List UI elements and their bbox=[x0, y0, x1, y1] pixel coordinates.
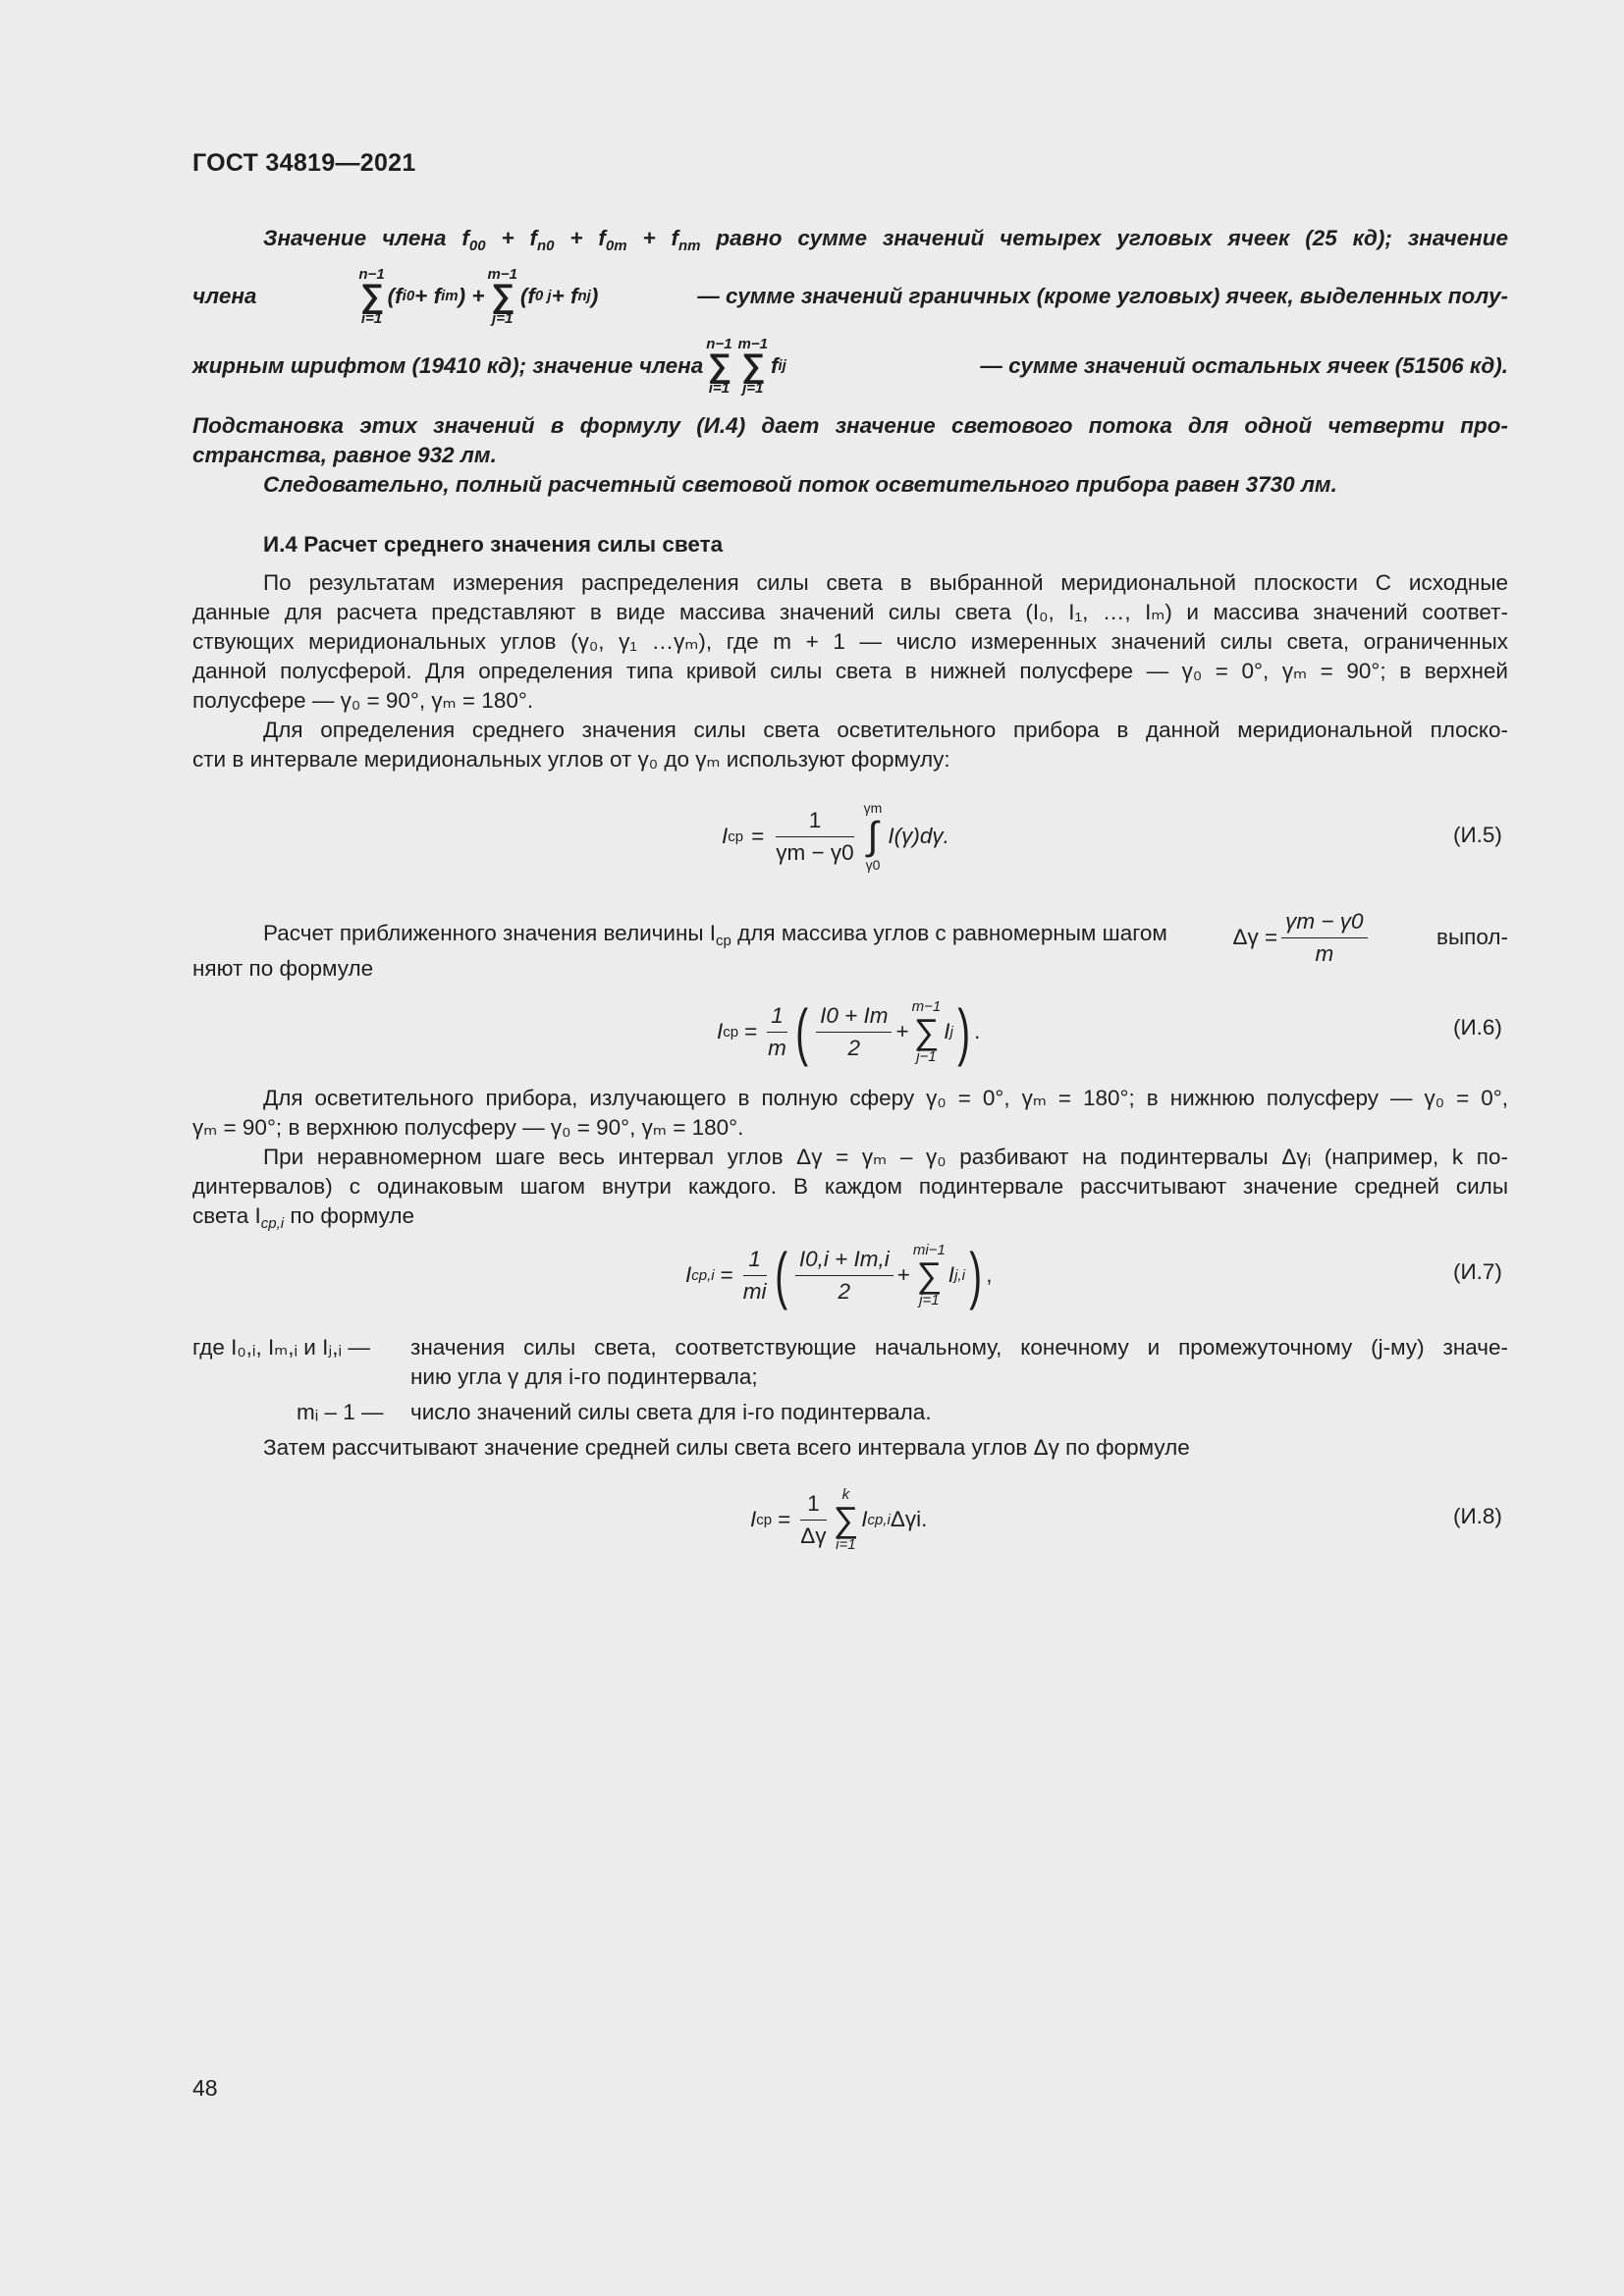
text: + f bbox=[551, 284, 578, 308]
integral-glyph: ∫ bbox=[867, 815, 879, 858]
fraction bbox=[767, 1000, 787, 1064]
text: 0m bbox=[605, 238, 627, 254]
bold-para-line-1 bbox=[263, 224, 1508, 261]
sum-symbol bbox=[834, 1487, 859, 1552]
denominator: m bbox=[768, 1035, 786, 1060]
numerator: I0,i + Im,i bbox=[795, 1244, 893, 1276]
para-line: динтервалов) с одинаковым шагом внутри каждого. В каждом подинтервале рассчитывают значение средней силы bbox=[192, 1174, 1508, 1199]
text: члена bbox=[192, 284, 257, 308]
text: ср,i bbox=[867, 1511, 891, 1528]
section-title: И.4 Расчет среднего значения силы света bbox=[263, 532, 724, 557]
sigma: ∑ bbox=[740, 347, 765, 385]
para-line: данные для расчета представляют в виде массива значений силы света (I₀, I₁, …, Iₘ) и массива значений соответ- bbox=[192, 600, 1508, 624]
sum-upper: m−1 bbox=[487, 266, 517, 283]
bold-para-line-3 bbox=[192, 327, 1508, 405]
text: im bbox=[441, 288, 459, 304]
text: жирным шрифтом (19410 кд); значение члена bbox=[192, 353, 704, 378]
numerator: 1 bbox=[743, 1244, 767, 1276]
sum-symbol bbox=[738, 337, 768, 396]
text: = bbox=[720, 1262, 733, 1287]
fraction bbox=[800, 1488, 826, 1552]
para-line: При неравномерном шаге весь интервал углов Δγ = γₘ – γ₀ разбивают на подинтервалы Δγᵢ (например, k по- bbox=[263, 1145, 1508, 1169]
text: + bbox=[896, 1262, 910, 1287]
text: ср bbox=[756, 1511, 773, 1528]
numerator: 1 bbox=[776, 805, 853, 837]
where-text: значения силы света, соответствующие начальному, конечному и промежуточному (j-му) значе- bbox=[410, 1335, 1508, 1360]
sum-symbol bbox=[487, 267, 516, 326]
text: ) bbox=[590, 284, 599, 308]
text: + f bbox=[414, 284, 442, 308]
sum-upper: n−1 bbox=[706, 336, 732, 352]
equation-number: (И.6) bbox=[1453, 1015, 1502, 1040]
text: ij bbox=[778, 357, 786, 374]
page-number: 48 bbox=[192, 2075, 218, 2101]
para-line: полусфере — γ₀ = 90°, γₘ = 180°. bbox=[192, 688, 534, 713]
sum-upper: mi−1 bbox=[912, 1242, 946, 1258]
text: = bbox=[751, 824, 765, 848]
denominator: mi bbox=[742, 1278, 767, 1304]
text: выпол- bbox=[1436, 925, 1508, 949]
para-line: Для определения среднего значения силы света осветительного прибора в данной меридиональной плоско- bbox=[263, 718, 1508, 742]
where-label: где I₀,ᵢ, Iₘ,ᵢ и Iⱼ,ᵢ — bbox=[192, 1335, 370, 1360]
text: I bbox=[750, 1507, 757, 1531]
text: ср bbox=[716, 933, 731, 949]
integral-symbol bbox=[864, 800, 883, 873]
text: = bbox=[778, 1507, 791, 1531]
para-line: ствующих меридиональных углов (γ₀, γ₁ …γₘ), где m + 1 — число измеренных значений силы света, ограниченных bbox=[192, 629, 1508, 654]
formula-i7 bbox=[685, 1229, 992, 1321]
text: (f bbox=[519, 284, 535, 308]
text: (f bbox=[387, 284, 403, 308]
equation-number: (И.8) bbox=[1453, 1504, 1502, 1528]
where-label: mᵢ – 1 — bbox=[297, 1400, 384, 1424]
fraction bbox=[795, 1244, 893, 1308]
fraction bbox=[816, 1000, 892, 1064]
denominator: Δγ bbox=[800, 1522, 827, 1548]
sigma: ∑ bbox=[913, 1011, 940, 1051]
sum-lower: i=1 bbox=[836, 1536, 856, 1553]
text: I(γ)dγ. bbox=[888, 824, 949, 848]
text: . bbox=[974, 1019, 981, 1043]
text: = bbox=[744, 1019, 758, 1043]
text: I bbox=[947, 1262, 955, 1287]
text: 00 bbox=[468, 238, 486, 254]
sum-lower: i=1 bbox=[360, 310, 383, 327]
text: — сумме значений остальных ячеек (51506 кд). bbox=[980, 353, 1508, 378]
sum-upper: k bbox=[841, 1486, 850, 1503]
sum-upper: m−1 bbox=[737, 336, 768, 352]
text: света I bbox=[192, 1203, 261, 1228]
left-paren: ( bbox=[774, 1240, 787, 1310]
sum-symbol bbox=[706, 337, 731, 396]
formula-i8 bbox=[750, 1478, 927, 1561]
text: + bbox=[895, 1019, 909, 1043]
right-paren: ) bbox=[957, 996, 970, 1067]
sum-symbol bbox=[358, 267, 384, 326]
left-paren: ( bbox=[795, 996, 808, 1067]
text bbox=[192, 919, 1167, 956]
sigma: ∑ bbox=[490, 278, 514, 315]
document-header: ГОСТ 34819—2021 bbox=[192, 149, 416, 177]
text: ср bbox=[723, 1023, 739, 1041]
where-text: число значений силы света для i-го подинтервала. bbox=[410, 1400, 932, 1424]
para-line: По результатам измерения распределения силы света в выбранной меридиональной плоскости C исходные bbox=[263, 570, 1508, 595]
text: Δγi. bbox=[890, 1507, 928, 1531]
text: Δγ = bbox=[1232, 925, 1278, 949]
sum-upper: m−1 bbox=[911, 998, 942, 1015]
text: ) + bbox=[458, 284, 485, 308]
para-line: γₘ = 90°; в верхнюю полусферу — γ₀ = 90°, γₘ = 180°. bbox=[192, 1115, 744, 1140]
bold-para-line-6: Следовательно, полный расчетный световой поток осветительного прибора равен 3730 лм. bbox=[263, 472, 1337, 497]
sum-symbol bbox=[913, 1243, 946, 1308]
para-line: няют по формуле bbox=[192, 956, 374, 981]
text: — сумме значений граничных (кроме угловых) ячеек, выделенных полу- bbox=[697, 284, 1508, 308]
text: , bbox=[986, 1262, 993, 1287]
text: + f bbox=[554, 226, 606, 250]
equation-number: (И.5) bbox=[1453, 823, 1502, 847]
text: j,i bbox=[954, 1266, 965, 1284]
text: по формуле bbox=[284, 1203, 414, 1228]
sum-expression bbox=[355, 267, 598, 326]
numerator: γm − γ0 bbox=[1281, 906, 1367, 938]
text: ср,i bbox=[691, 1266, 715, 1284]
bold-para-line-5: странства, равное 932 лм. bbox=[192, 443, 497, 467]
sum-lower: j=1 bbox=[742, 380, 764, 397]
sigma: ∑ bbox=[833, 1499, 859, 1539]
denominator: 2 bbox=[847, 1035, 861, 1060]
text: i0 bbox=[402, 288, 415, 304]
text: 0 j bbox=[534, 288, 552, 304]
text: ср,i bbox=[260, 1215, 285, 1232]
text: nj bbox=[577, 288, 591, 304]
denominator: 2 bbox=[838, 1278, 851, 1304]
para-line: данной полусферой. Для определения типа кривой силы света в нижней полусфере — γ₀ = 0°, γₘ = 90°; в верхней bbox=[192, 659, 1508, 683]
sum-lower: j=1 bbox=[492, 310, 514, 327]
text: I bbox=[717, 1019, 724, 1043]
integral-lower: γ0 bbox=[865, 857, 881, 873]
text: ср bbox=[728, 828, 744, 845]
text: равно сумме значений четырех угловых ячеек (25 кд); значение bbox=[700, 226, 1509, 250]
text: Значение члена f bbox=[263, 226, 469, 250]
sum-symbol bbox=[912, 999, 942, 1064]
numerator: 1 bbox=[767, 1000, 787, 1033]
where-text: нию угла γ для i-го подинтервала; bbox=[410, 1364, 758, 1389]
fraction bbox=[776, 805, 853, 869]
text: f bbox=[770, 353, 779, 378]
integral-upper: γm bbox=[863, 800, 883, 816]
text: I bbox=[861, 1507, 868, 1531]
numerator: 1 bbox=[800, 1488, 826, 1521]
text: + f bbox=[626, 226, 678, 250]
sigma: ∑ bbox=[916, 1255, 943, 1295]
formula-i5 bbox=[722, 793, 949, 880]
para-line: Затем рассчитывают значение средней силы света всего интервала углов Δγ по формуле bbox=[263, 1435, 1190, 1460]
sum-lower: j−1 bbox=[916, 1048, 937, 1065]
text: I bbox=[722, 824, 729, 848]
equation-number: (И.7) bbox=[1453, 1259, 1502, 1284]
formula-i6 bbox=[717, 988, 980, 1076]
text: для массива углов с равномерным шагом bbox=[731, 921, 1167, 945]
sigma: ∑ bbox=[359, 278, 384, 315]
text: n0 bbox=[536, 238, 555, 254]
text: + f bbox=[485, 226, 537, 250]
denominator: m bbox=[1315, 940, 1334, 966]
text: Расчет приближенного значения величины I bbox=[263, 921, 717, 945]
sum-lower: j=1 bbox=[919, 1292, 940, 1308]
text: j bbox=[949, 1023, 953, 1041]
double-sum-expression bbox=[703, 337, 786, 396]
text: I bbox=[685, 1262, 692, 1287]
numerator: I0 + Im bbox=[816, 1000, 892, 1033]
sigma: ∑ bbox=[707, 347, 731, 385]
text: I bbox=[944, 1019, 950, 1043]
fraction bbox=[743, 1244, 767, 1308]
denominator: γm − γ0 bbox=[776, 839, 854, 865]
right-paren: ) bbox=[969, 1240, 982, 1310]
text: nm bbox=[677, 238, 701, 254]
bold-para-line-4: Подстановка этих значений в формулу (И.4) дает значение светового потока для одной четверти про- bbox=[192, 413, 1508, 438]
sum-lower: i=1 bbox=[708, 380, 731, 397]
para-line: сти в интервале меридиональных углов от γ₀ до γₘ используют формулу: bbox=[192, 747, 950, 772]
para-line: Для осветительного прибора, излучающего в полную сферу γ₀ = 0°, γₘ = 180°; в нижнюю полусферу — γ₀ = 0°, bbox=[263, 1086, 1508, 1110]
bold-para-line-2 bbox=[192, 257, 1508, 336]
sum-upper: n−1 bbox=[358, 266, 385, 283]
